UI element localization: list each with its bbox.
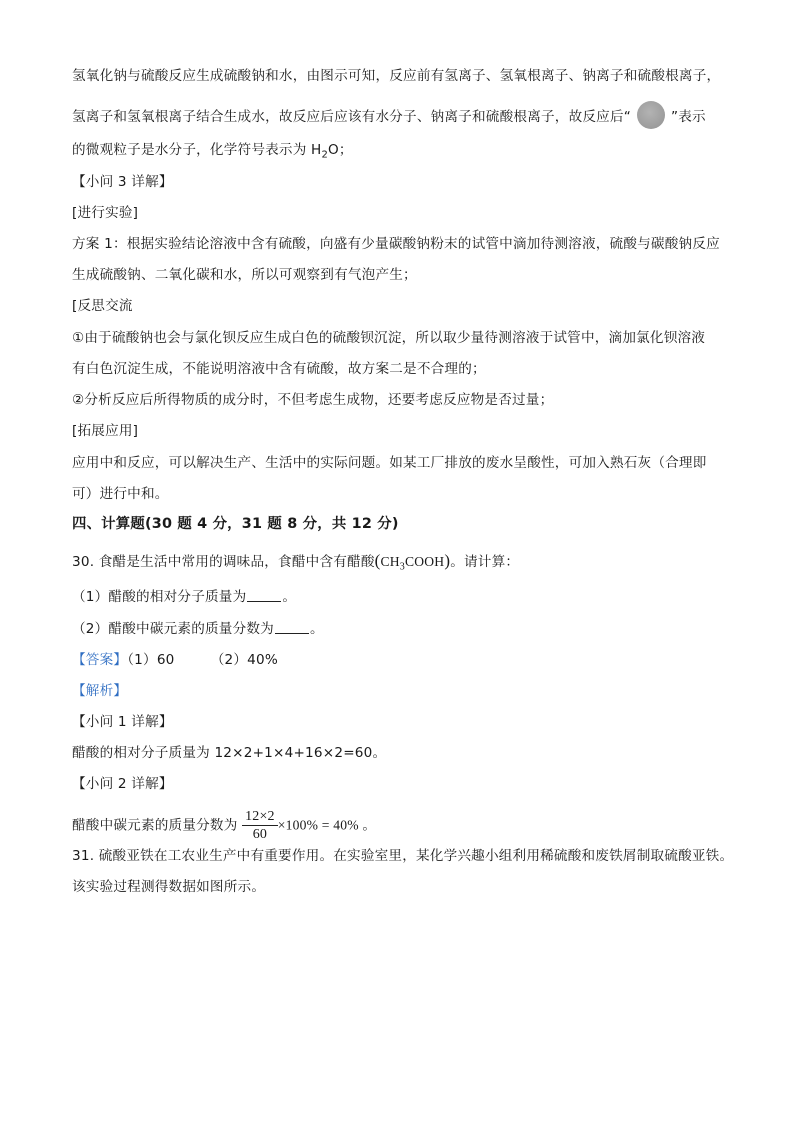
- text-line: [72, 66, 720, 86]
- section-label: [拓展应用]: [72, 423, 139, 439]
- question-text: （2）醋酸中碳元素的质量分数为: [72, 621, 274, 637]
- question-text: （1）醋酸的相对分子质量为: [72, 589, 247, 605]
- paragraph-text: 氢离子和氢氧根离子结合生成水，故反应后应该有水分子、钠离子和硫酸根离子，故反应后“: [72, 109, 631, 125]
- text-line: 可）进行中和。: [72, 486, 169, 502]
- paragraph-text: 醋酸中碳元素的质量分数为: [72, 817, 238, 834]
- text-line: ②分析反应后所得物质的成分时，不但考虑生成物，还要考虑反应物是否过量；: [72, 392, 554, 408]
- section-label: [进行实验]: [72, 205, 139, 221]
- answer-blank: [275, 619, 309, 634]
- subquestion-heading: 【小问 3 详解】: [72, 174, 173, 190]
- paragraph-text: ”表示: [671, 109, 706, 125]
- question-text: 。请计算：: [450, 554, 520, 570]
- question-stem: 30. 食醋是生活中常用的调味品，食醋中含有醋酸$(CH_3COOH)$。请计算：: [72, 551, 520, 573]
- text-line: 有白色沉淀生成，不能说明溶液中含有硫酸，故方案二是不合理的；: [72, 361, 486, 377]
- formula: CH: [380, 554, 400, 569]
- fraction-denominator: 60: [252, 827, 268, 842]
- subquestion-2: [72, 619, 324, 639]
- subquestion-1: [72, 587, 296, 607]
- text-line: [72, 808, 376, 843]
- answer-line: [72, 650, 278, 670]
- analysis-label: 【解析】: [72, 683, 128, 699]
- question-stem: 31. 硫酸亚铁在工农业生产中有重要作用。在实验室里，某化学兴趣小组利用稀硫酸和废铁屑制取硫酸亚铁。: [72, 848, 734, 864]
- text-line: [72, 103, 706, 131]
- text-line: 醋酸的相对分子质量为 12×2+1×4+16×2=60。: [72, 745, 387, 761]
- text-line: ①由于硫酸钠也会与氯化钡反应生成白色的硫酸钡沉淀，所以取少量待测溶液于试管中，滴加氯化钡溶液: [72, 330, 706, 346]
- subscript: 2: [321, 149, 328, 161]
- fraction-numerator: 12×2: [242, 808, 278, 826]
- fraction: [242, 808, 278, 843]
- answer-text: （1）60 （2）40%: [127, 652, 278, 668]
- text-line: 该实验过程测得数据如图所示。: [72, 879, 266, 895]
- question-text: 。: [282, 589, 297, 605]
- text-line: 应用中和反应，可以解决生产、生活中的实际问题。如某工厂排放的废水呈酸性，可加入熟石灰（合理即: [72, 455, 707, 471]
- section-heading: 四、计算题(30 题 4 分，31 题 8 分，共 12 分): [72, 516, 399, 532]
- text-line: 生成硫酸钠、二氧化碳和水，所以可观察到有气泡产生；: [72, 267, 417, 283]
- paragraph-text: 的微观粒子是水分子，化学符号表示为 H: [72, 142, 322, 158]
- text-line: 方案 1：根据实验结论溶液中含有硫酸，向盛有少量碳酸钠粉末的试管中滴加待测溶液，硫酸与碳酸钠反应: [72, 236, 720, 252]
- paragraph-text: ×100% = 40% 。: [277, 817, 377, 833]
- text-line: [72, 140, 353, 166]
- answer-blank: [247, 587, 281, 602]
- paragraph-text: 氢氧化钠与硫酸反应生成硫酸钠和水，由图示可知，反应前有氢离子、氢氧根离子、钠离子和硫酸根离子，: [72, 68, 721, 84]
- subscript: 3: [399, 561, 405, 573]
- subquestion-heading: 【小问 2 详解】: [72, 776, 173, 792]
- answer-label: 【答案】: [72, 652, 128, 668]
- question-text: 30. 食醋是生活中常用的调味品，食醋中含有醋酸: [72, 554, 375, 570]
- formula: COOH: [405, 554, 445, 569]
- subquestion-heading: 【小问 1 详解】: [72, 714, 173, 730]
- water-molecule-circle-icon: [637, 101, 665, 129]
- section-label: [反思交流: [72, 298, 133, 314]
- question-text: 。: [309, 621, 324, 637]
- paragraph-text: O；: [328, 142, 353, 158]
